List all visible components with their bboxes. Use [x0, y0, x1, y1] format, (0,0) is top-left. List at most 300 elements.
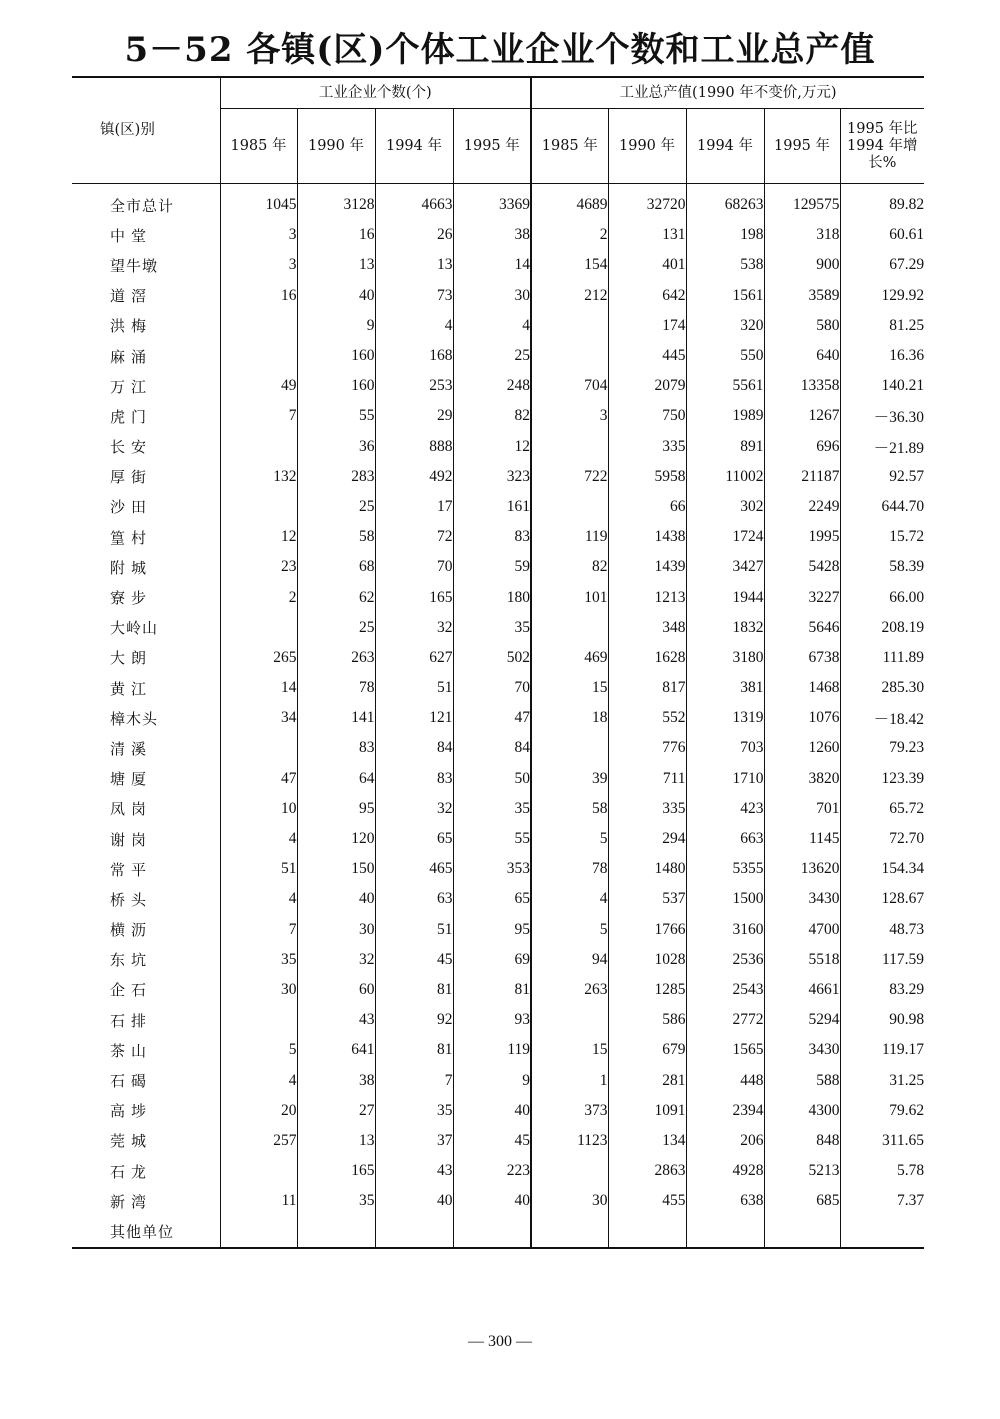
value-cell-o85 [531, 1005, 608, 1035]
value-cell-o95: 13358 [764, 371, 840, 401]
value-cell-c94: 121 [375, 703, 453, 733]
region-name-cell: 大岭山 [110, 619, 159, 638]
value-cell-c85: 34 [220, 703, 297, 733]
value-cell-c85 [220, 1216, 297, 1247]
value-cell-c95: 93 [453, 1005, 531, 1035]
value-cell-o90: 1439 [608, 552, 686, 582]
value-cell-g: 81.25 [840, 311, 924, 341]
value-cell-o95: 4300 [764, 1096, 840, 1126]
value-cell-c94: 51 [375, 673, 453, 703]
data-table [72, 76, 924, 1249]
region-name-cell: 石排 [110, 1011, 153, 1030]
table-row [72, 1065, 924, 1095]
value-cell-g: －36.30 [840, 401, 924, 431]
value-cell-o90: 1480 [608, 854, 686, 884]
table-row [72, 432, 924, 462]
value-cell-g: 311.65 [840, 1126, 924, 1156]
value-cell-o90: 1766 [608, 915, 686, 945]
value-cell-o85: 15 [531, 673, 608, 703]
value-cell-c95: 40 [453, 1096, 531, 1126]
header-region: 镇(区)别 [72, 77, 220, 184]
value-cell-c85: 3 [220, 220, 297, 250]
region-name-cell: 寮步 [110, 589, 153, 608]
value-cell-o94: 2543 [686, 975, 764, 1005]
value-cell-c85 [220, 1156, 297, 1186]
value-cell-g: －21.89 [840, 432, 924, 462]
value-cell-o95: 6738 [764, 643, 840, 673]
header-enterprise-count: 工业企业个数(个) [220, 77, 531, 109]
value-cell-c90 [297, 1216, 375, 1247]
value-cell-c94: 165 [375, 582, 453, 612]
value-cell-c95: 38 [453, 220, 531, 250]
value-cell-c95: 353 [453, 854, 531, 884]
value-cell-g: 79.23 [840, 733, 924, 763]
region-name-cell: 全市总计 [110, 196, 175, 215]
table-row [72, 184, 924, 221]
value-cell-o90: 32720 [608, 184, 686, 221]
value-cell-c94: 81 [375, 1035, 453, 1065]
value-cell-c85: 49 [220, 371, 297, 401]
region-name-cell: 茶山 [110, 1041, 153, 1060]
region-name-cell: 高埗 [110, 1102, 153, 1121]
value-cell-o94: 3427 [686, 552, 764, 582]
value-cell-c90: 27 [297, 1096, 375, 1126]
value-cell-c95: 30 [453, 281, 531, 311]
value-cell-c90: 160 [297, 341, 375, 371]
table-row [72, 1035, 924, 1065]
value-cell-o85: 2 [531, 220, 608, 250]
value-cell-c95: 161 [453, 492, 531, 522]
value-cell-c95: 40 [453, 1186, 531, 1216]
value-cell-o85: 1123 [531, 1126, 608, 1156]
value-cell-c95: 69 [453, 945, 531, 975]
table-row [72, 764, 924, 794]
table-row [72, 250, 924, 280]
header-output-1994: 1994 年 [686, 109, 764, 184]
value-cell-c90: 13 [297, 1126, 375, 1156]
region-name-cell: 大朗 [110, 649, 153, 668]
value-cell-o85: 3 [531, 401, 608, 431]
value-cell-o90: 1438 [608, 522, 686, 552]
value-cell-g: 89.82 [840, 184, 924, 221]
region-name-cell: 麻涌 [110, 347, 153, 366]
value-cell-c95: 502 [453, 643, 531, 673]
header-count-1994: 1994 年 [375, 109, 453, 184]
region-name-cell: 凤岗 [110, 800, 153, 819]
value-cell-g: 7.37 [840, 1186, 924, 1216]
table-row [72, 311, 924, 341]
value-cell-o85 [531, 1216, 608, 1247]
value-cell-c85: 16 [220, 281, 297, 311]
value-cell-o95: 2249 [764, 492, 840, 522]
value-cell-g: 60.61 [840, 220, 924, 250]
value-cell-o94: 320 [686, 311, 764, 341]
table-row [72, 613, 924, 643]
value-cell-o95: 4661 [764, 975, 840, 1005]
value-cell-g: －18.42 [840, 703, 924, 733]
value-cell-o95: 848 [764, 1126, 840, 1156]
value-cell-c85 [220, 341, 297, 371]
value-cell-o85: 5 [531, 915, 608, 945]
header-output-1990: 1990 年 [608, 109, 686, 184]
value-cell-c90: 62 [297, 582, 375, 612]
value-cell-c90: 38 [297, 1065, 375, 1095]
value-cell-c94: 168 [375, 341, 453, 371]
value-cell-o94: 448 [686, 1065, 764, 1095]
value-cell-c90: 165 [297, 1156, 375, 1186]
value-cell-c85: 30 [220, 975, 297, 1005]
region-name-cell: 东坑 [110, 951, 153, 970]
value-cell-g: 117.59 [840, 945, 924, 975]
value-cell-g: 16.36 [840, 341, 924, 371]
value-cell-o90: 66 [608, 492, 686, 522]
value-cell-o95: 5213 [764, 1156, 840, 1186]
value-cell-o85: 39 [531, 764, 608, 794]
region-name-cell: 望牛墩 [110, 256, 159, 275]
value-cell-o95: 5646 [764, 613, 840, 643]
table-row [72, 824, 924, 854]
value-cell-c94: 92 [375, 1005, 453, 1035]
value-cell-c94 [375, 1216, 453, 1247]
value-cell-c94: 81 [375, 975, 453, 1005]
value-cell-o95: 13620 [764, 854, 840, 884]
value-cell-o94: 198 [686, 220, 764, 250]
region-name-cell: 桥头 [110, 890, 153, 909]
value-cell-c90: 64 [297, 764, 375, 794]
value-cell-o95: 129575 [764, 184, 840, 221]
value-cell-o90: 1028 [608, 945, 686, 975]
value-cell-o90: 348 [608, 613, 686, 643]
value-cell-o85: 722 [531, 462, 608, 492]
value-cell-o90: 294 [608, 824, 686, 854]
value-cell-c94: 45 [375, 945, 453, 975]
value-cell-g: 92.57 [840, 462, 924, 492]
value-cell-o94: 1832 [686, 613, 764, 643]
value-cell-c94: 627 [375, 643, 453, 673]
value-cell-c95: 70 [453, 673, 531, 703]
value-cell-c85: 5 [220, 1035, 297, 1065]
value-cell-o94: 1319 [686, 703, 764, 733]
value-cell-o95: 685 [764, 1186, 840, 1216]
value-cell-o95: 318 [764, 220, 840, 250]
value-cell-o94: 550 [686, 341, 764, 371]
value-cell-o94: 4928 [686, 1156, 764, 1186]
region-name-cell: 谢岗 [110, 830, 153, 849]
header-count-1995: 1995 年 [453, 109, 531, 184]
table-row [72, 220, 924, 250]
value-cell-o85 [531, 492, 608, 522]
region-name-cell: 企石 [110, 981, 153, 1000]
value-cell-c85: 14 [220, 673, 297, 703]
table-row [72, 975, 924, 1005]
value-cell-o94: 5355 [686, 854, 764, 884]
value-cell-o95: 1076 [764, 703, 840, 733]
value-cell-o90: 174 [608, 311, 686, 341]
value-cell-c94: 72 [375, 522, 453, 552]
table-row [72, 462, 924, 492]
value-cell-o85: 94 [531, 945, 608, 975]
value-cell-o90: 131 [608, 220, 686, 250]
value-cell-g: 285.30 [840, 673, 924, 703]
value-cell-c85: 3 [220, 250, 297, 280]
value-cell-c85: 35 [220, 945, 297, 975]
value-cell-o85: 212 [531, 281, 608, 311]
value-cell-c85 [220, 1005, 297, 1035]
value-cell-c94: 37 [375, 1126, 453, 1156]
value-cell-o95: 588 [764, 1065, 840, 1095]
value-cell-g: 15.72 [840, 522, 924, 552]
value-cell-o90 [608, 1216, 686, 1247]
value-cell-o94: 5561 [686, 371, 764, 401]
region-name-cell: 道滘 [110, 287, 153, 306]
table-row [72, 1126, 924, 1156]
table-row [72, 733, 924, 763]
table-row [72, 673, 924, 703]
page-number: — 300 — [468, 1333, 532, 1350]
value-cell-o90: 1213 [608, 582, 686, 612]
value-cell-c85: 2 [220, 582, 297, 612]
table-row [72, 341, 924, 371]
value-cell-g: 5.78 [840, 1156, 924, 1186]
value-cell-o90: 1285 [608, 975, 686, 1005]
value-cell-o94: 302 [686, 492, 764, 522]
value-cell-c90: 60 [297, 975, 375, 1005]
value-cell-c85: 11 [220, 1186, 297, 1216]
value-cell-g [840, 1216, 924, 1247]
value-cell-o85: 1 [531, 1065, 608, 1095]
value-cell-c94: 29 [375, 401, 453, 431]
value-cell-o94: 423 [686, 794, 764, 824]
value-cell-c90: 150 [297, 854, 375, 884]
value-cell-c85 [220, 492, 297, 522]
value-cell-c85 [220, 613, 297, 643]
value-cell-c85 [220, 733, 297, 763]
value-cell-o95: 3430 [764, 1035, 840, 1065]
value-cell-o85 [531, 432, 608, 462]
value-cell-o90: 2079 [608, 371, 686, 401]
value-cell-o85: 101 [531, 582, 608, 612]
value-cell-c95: 84 [453, 733, 531, 763]
value-cell-c95: 119 [453, 1035, 531, 1065]
value-cell-o90: 401 [608, 250, 686, 280]
value-cell-c95 [453, 1216, 531, 1247]
value-cell-o90: 679 [608, 1035, 686, 1065]
table-row [72, 945, 924, 975]
value-cell-c94: 70 [375, 552, 453, 582]
value-cell-o90: 2863 [608, 1156, 686, 1186]
value-cell-o95: 5294 [764, 1005, 840, 1035]
value-cell-o85: 30 [531, 1186, 608, 1216]
table-row [72, 401, 924, 431]
value-cell-o85: 4689 [531, 184, 608, 221]
value-cell-c94: 32 [375, 613, 453, 643]
value-cell-c95: 82 [453, 401, 531, 431]
page-title: 5－52 各镇(区)个体工业企业个数和工业总产值 [124, 30, 876, 70]
value-cell-c85: 4 [220, 824, 297, 854]
value-cell-c94: 35 [375, 1096, 453, 1126]
value-cell-c94: 51 [375, 915, 453, 945]
value-cell-o85: 4 [531, 884, 608, 914]
value-cell-g: 83.29 [840, 975, 924, 1005]
value-cell-c95: 9 [453, 1065, 531, 1095]
header-count-1985: 1985 年 [220, 109, 297, 184]
region-name-cell: 黄江 [110, 679, 153, 698]
value-cell-c85 [220, 311, 297, 341]
value-cell-o90: 776 [608, 733, 686, 763]
value-cell-o94: 206 [686, 1126, 764, 1156]
value-cell-g: 66.00 [840, 582, 924, 612]
value-cell-o85: 469 [531, 643, 608, 673]
region-name-cell: 常平 [110, 860, 153, 879]
value-cell-c95: 47 [453, 703, 531, 733]
value-cell-c90: 35 [297, 1186, 375, 1216]
value-cell-c85: 20 [220, 1096, 297, 1126]
region-name-cell: 厚街 [110, 468, 153, 487]
value-cell-c85: 10 [220, 794, 297, 824]
value-cell-c94: 492 [375, 462, 453, 492]
value-cell-g: 72.70 [840, 824, 924, 854]
value-cell-c94: 7 [375, 1065, 453, 1095]
value-cell-c85: 23 [220, 552, 297, 582]
value-cell-c90: 55 [297, 401, 375, 431]
value-cell-o85 [531, 613, 608, 643]
value-cell-o95: 580 [764, 311, 840, 341]
value-cell-c90: 58 [297, 522, 375, 552]
value-cell-o90: 586 [608, 1005, 686, 1035]
value-cell-o95: 5518 [764, 945, 840, 975]
region-name-cell: 其他单位 [72, 1216, 220, 1247]
region-name-cell: 新湾 [110, 1192, 153, 1211]
value-cell-c94: 63 [375, 884, 453, 914]
value-cell-c85: 1045 [220, 184, 297, 221]
value-cell-o94: 1565 [686, 1035, 764, 1065]
value-cell-c85: 7 [220, 915, 297, 945]
table-row [72, 1216, 924, 1247]
value-cell-c90: 263 [297, 643, 375, 673]
value-cell-o95: 3820 [764, 764, 840, 794]
table-row [72, 522, 924, 552]
value-cell-c95: 35 [453, 794, 531, 824]
value-cell-c94: 4663 [375, 184, 453, 221]
value-cell-o95: 3589 [764, 281, 840, 311]
value-cell-c95: 180 [453, 582, 531, 612]
value-cell-g: 58.39 [840, 552, 924, 582]
value-cell-o94: 11002 [686, 462, 764, 492]
region-name-cell: 石龙 [110, 1162, 153, 1181]
value-cell-c90: 9 [297, 311, 375, 341]
value-cell-o94: 2394 [686, 1096, 764, 1126]
value-cell-o95 [764, 1216, 840, 1247]
value-cell-c95: 83 [453, 522, 531, 552]
value-cell-o90: 817 [608, 673, 686, 703]
value-cell-o94: 3160 [686, 915, 764, 945]
value-cell-c90: 36 [297, 432, 375, 462]
value-cell-g: 154.34 [840, 854, 924, 884]
value-cell-o94: 68263 [686, 184, 764, 221]
value-cell-o95: 3227 [764, 582, 840, 612]
value-cell-o95: 5428 [764, 552, 840, 582]
table-row [72, 281, 924, 311]
value-cell-o90: 1628 [608, 643, 686, 673]
value-cell-c94: 43 [375, 1156, 453, 1186]
value-cell-g: 65.72 [840, 794, 924, 824]
value-cell-c94: 65 [375, 824, 453, 854]
value-cell-o95: 1145 [764, 824, 840, 854]
value-cell-c95: 248 [453, 371, 531, 401]
region-name-cell: 横沥 [110, 921, 153, 940]
header-output-1985: 1985 年 [531, 109, 608, 184]
value-cell-c95: 95 [453, 915, 531, 945]
value-cell-o85 [531, 1156, 608, 1186]
value-cell-o90: 537 [608, 884, 686, 914]
value-cell-o95: 21187 [764, 462, 840, 492]
value-cell-o95: 1260 [764, 733, 840, 763]
value-cell-c95: 323 [453, 462, 531, 492]
value-cell-o90: 335 [608, 794, 686, 824]
value-cell-c94: 73 [375, 281, 453, 311]
value-cell-o94: 703 [686, 733, 764, 763]
table-row [72, 854, 924, 884]
value-cell-o85: 119 [531, 522, 608, 552]
value-cell-c90: 120 [297, 824, 375, 854]
value-cell-o90: 642 [608, 281, 686, 311]
region-name-cell: 清溪 [110, 739, 153, 758]
value-cell-o94: 2772 [686, 1005, 764, 1035]
table-row [72, 1096, 924, 1126]
value-cell-o94: 638 [686, 1186, 764, 1216]
value-cell-c90: 95 [297, 794, 375, 824]
value-cell-c94: 84 [375, 733, 453, 763]
value-cell-c95: 35 [453, 613, 531, 643]
value-cell-g: 48.73 [840, 915, 924, 945]
region-name-cell: 长安 [110, 438, 153, 457]
value-cell-o94: 1989 [686, 401, 764, 431]
value-cell-c90: 141 [297, 703, 375, 733]
value-cell-o95: 1468 [764, 673, 840, 703]
value-cell-c90: 40 [297, 884, 375, 914]
value-cell-c90: 30 [297, 915, 375, 945]
value-cell-c95: 14 [453, 250, 531, 280]
value-cell-c94: 253 [375, 371, 453, 401]
value-cell-o90: 750 [608, 401, 686, 431]
value-cell-c94: 13 [375, 250, 453, 280]
value-cell-o85 [531, 341, 608, 371]
value-cell-c95: 4 [453, 311, 531, 341]
value-cell-g: 67.29 [840, 250, 924, 280]
table-row [72, 1186, 924, 1216]
table-row [72, 552, 924, 582]
value-cell-c85: 4 [220, 1065, 297, 1095]
value-cell-c90: 283 [297, 462, 375, 492]
table-row [72, 492, 924, 522]
value-cell-c85: 51 [220, 854, 297, 884]
value-cell-c90: 641 [297, 1035, 375, 1065]
value-cell-o85 [531, 311, 608, 341]
value-cell-o95: 696 [764, 432, 840, 462]
value-cell-o85: 78 [531, 854, 608, 884]
value-cell-c90: 40 [297, 281, 375, 311]
value-cell-c95: 45 [453, 1126, 531, 1156]
value-cell-c95: 3369 [453, 184, 531, 221]
table-row [72, 582, 924, 612]
value-cell-o94: 663 [686, 824, 764, 854]
value-cell-o94: 1710 [686, 764, 764, 794]
value-cell-o85: 263 [531, 975, 608, 1005]
value-cell-o95: 701 [764, 794, 840, 824]
value-cell-c90: 78 [297, 673, 375, 703]
value-cell-o90: 445 [608, 341, 686, 371]
value-cell-o94: 2536 [686, 945, 764, 975]
